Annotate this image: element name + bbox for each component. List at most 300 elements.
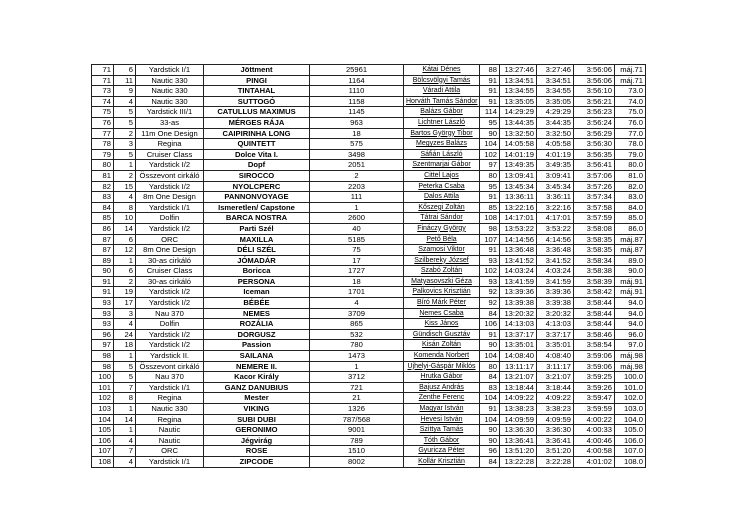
corrected-time-cell: 4:01:02	[574, 456, 615, 467]
points-cell: 85.0	[615, 213, 646, 224]
yardstick-cell: 104	[480, 393, 500, 404]
table-row	[92, 266, 646, 277]
class-rank-cell: 5	[114, 361, 136, 372]
overall-rank-cell: 87	[92, 245, 114, 256]
overall-rank-cell: 107	[92, 446, 114, 457]
boat-name-cell: PANNONVOYAGE	[204, 192, 310, 203]
sail-number-cell: 1326	[310, 404, 404, 415]
points-cell: 89.0	[615, 255, 646, 266]
elapsed-time-cell: 3:37:17	[537, 329, 574, 340]
points-cell: 84.0	[615, 202, 646, 213]
finish-time-cell: 14:09:22	[500, 393, 537, 404]
yardstick-cell: 98	[480, 223, 500, 234]
elapsed-time-cell: 4:13:03	[537, 319, 574, 330]
sail-number-cell: 2	[310, 170, 404, 181]
table-row	[92, 75, 646, 86]
skipper-cell: Komenda Norbert	[404, 351, 480, 362]
skipper-cell: Ujhelyi-Gáspár Miklós	[404, 361, 480, 372]
finish-time-cell: 13:35:05	[500, 96, 537, 107]
category-cell: Nautic	[136, 435, 204, 446]
skipper-cell: Balázs Gábor	[404, 107, 480, 118]
corrected-time-cell: 3:56:41	[574, 160, 615, 171]
corrected-time-cell: 3:58:38	[574, 266, 615, 277]
skipper-cell: Szamosi Viktor	[404, 245, 480, 256]
category-cell: Nautic 330	[136, 86, 204, 97]
yardstick-cell: 84	[480, 308, 500, 319]
boat-name-cell: NEMERE II.	[204, 361, 310, 372]
overall-rank-cell: 103	[92, 404, 114, 415]
boat-name-cell: DÉLI SZÉL	[204, 245, 310, 256]
corrected-time-cell: 3:56:24	[574, 117, 615, 128]
finish-time-cell: 14:09:59	[500, 414, 537, 425]
skipper-cell: Pető Béla	[404, 234, 480, 245]
elapsed-time-cell: 3:34:55	[537, 86, 574, 97]
overall-rank-cell: 80	[92, 160, 114, 171]
yardstick-cell: 91	[480, 245, 500, 256]
finish-time-cell: 13:34:51	[500, 75, 537, 86]
table-row	[92, 149, 646, 160]
yardstick-cell: 84	[480, 456, 500, 467]
corrected-time-cell: 3:59:25	[574, 372, 615, 383]
corrected-time-cell: 3:59:59	[574, 404, 615, 415]
corrected-time-cell: 3:58:35	[574, 245, 615, 256]
corrected-time-cell: 3:56:30	[574, 139, 615, 150]
overall-rank-cell: 87	[92, 234, 114, 245]
finish-time-cell: 13:49:35	[500, 160, 537, 171]
boat-name-cell: Dolce Vita I.	[204, 149, 310, 160]
finish-time-cell: 13:36:30	[500, 425, 537, 436]
overall-rank-cell: 85	[92, 213, 114, 224]
category-cell: Yardstick I/2	[136, 223, 204, 234]
elapsed-time-cell: 3:36:41	[537, 435, 574, 446]
category-cell: Regina	[136, 139, 204, 150]
skipper-cell: Lichtner László	[404, 117, 480, 128]
table-row	[92, 181, 646, 192]
sail-number-cell: 1164	[310, 75, 404, 86]
points-cell: 81.0	[615, 170, 646, 181]
table-row	[92, 340, 646, 351]
boat-name-cell: SUTTOGÓ	[204, 96, 310, 107]
table-row	[92, 128, 646, 139]
overall-rank-cell: 104	[92, 414, 114, 425]
corrected-time-cell: 3:58:44	[574, 298, 615, 309]
table-row	[92, 234, 646, 245]
corrected-time-cell: 3:57:26	[574, 181, 615, 192]
skipper-cell: Tóth Gábor	[404, 435, 480, 446]
table-row	[92, 319, 646, 330]
corrected-time-cell: 3:58:08	[574, 223, 615, 234]
category-cell: Nautic 330	[136, 404, 204, 415]
skipper-cell: Nemes Csaba	[404, 308, 480, 319]
boat-name-cell: GERONIMO	[204, 425, 310, 436]
boat-name-cell: QUINTETT	[204, 139, 310, 150]
points-cell: 74.0	[615, 96, 646, 107]
class-rank-cell: 3	[114, 139, 136, 150]
elapsed-time-cell: 4:05:58	[537, 139, 574, 150]
skipper-cell: Peterka Csaba	[404, 181, 480, 192]
finish-time-cell: 14:13:03	[500, 319, 537, 330]
sail-number-cell: 865	[310, 319, 404, 330]
boat-name-cell: Ismeretlen/ Capstone	[204, 202, 310, 213]
points-cell: 102.0	[615, 393, 646, 404]
skipper-cell: Cittel Lajos	[404, 170, 480, 181]
class-rank-cell: 1	[114, 351, 136, 362]
sail-number-cell: 75	[310, 245, 404, 256]
finish-time-cell: 13:45:34	[500, 181, 537, 192]
overall-rank-cell: 102	[92, 393, 114, 404]
category-cell: Yardstick I/2	[136, 160, 204, 171]
points-cell: 86.0	[615, 223, 646, 234]
boat-name-cell: MÉRGES RÁJA	[204, 117, 310, 128]
skipper-cell: Dalos Attila	[404, 192, 480, 203]
finish-time-cell: 13:21:07	[500, 372, 537, 383]
yardstick-cell: 91	[480, 75, 500, 86]
points-cell: máj.71	[615, 75, 646, 86]
finish-time-cell: 13:34:55	[500, 86, 537, 97]
skipper-cell: Bíró Márk Péter	[404, 298, 480, 309]
yardstick-cell: 114	[480, 107, 500, 118]
points-cell: máj.98	[615, 361, 646, 372]
category-cell: 33-as	[136, 117, 204, 128]
yardstick-cell: 83	[480, 382, 500, 393]
category-cell: Cruiser Class	[136, 149, 204, 160]
sail-number-cell: 1510	[310, 446, 404, 457]
overall-rank-cell: 106	[92, 435, 114, 446]
elapsed-time-cell: 3:35:05	[537, 96, 574, 107]
sail-number-cell: 1727	[310, 266, 404, 277]
table-row	[92, 202, 646, 213]
table-row	[92, 372, 646, 383]
elapsed-time-cell: 3:22:28	[537, 456, 574, 467]
sail-number-cell: 18	[310, 276, 404, 287]
sail-number-cell: 1701	[310, 287, 404, 298]
category-cell: Yardstick II.	[136, 351, 204, 362]
skipper-cell: Bartos György Tibor	[404, 128, 480, 139]
finish-time-cell: 13:09:41	[500, 170, 537, 181]
sail-number-cell: 8002	[310, 456, 404, 467]
yardstick-cell: 104	[480, 351, 500, 362]
table-row	[92, 255, 646, 266]
finish-time-cell: 13:36:11	[500, 192, 537, 203]
yardstick-cell: 90	[480, 435, 500, 446]
yardstick-cell: 93	[480, 255, 500, 266]
corrected-time-cell: 3:57:06	[574, 170, 615, 181]
elapsed-time-cell: 3:39:36	[537, 287, 574, 298]
class-rank-cell: 11	[114, 75, 136, 86]
corrected-time-cell: 3:59:47	[574, 393, 615, 404]
overall-rank-cell: 90	[92, 266, 114, 277]
boat-name-cell: PERSONA	[204, 276, 310, 287]
yardstick-cell: 88	[480, 65, 500, 76]
corrected-time-cell: 3:59:06	[574, 351, 615, 362]
points-cell: máj.71	[615, 65, 646, 76]
boat-name-cell: PINGI	[204, 75, 310, 86]
overall-rank-cell: 91	[92, 276, 114, 287]
yardstick-cell: 92	[480, 298, 500, 309]
points-cell: 94.0	[615, 319, 646, 330]
corrected-time-cell: 3:57:58	[574, 202, 615, 213]
elapsed-time-cell: 4:09:22	[537, 393, 574, 404]
boat-name-cell: Passion	[204, 340, 310, 351]
table-row	[92, 414, 646, 425]
category-cell: Nautic 330	[136, 96, 204, 107]
yardstick-cell: 91	[480, 404, 500, 415]
sail-number-cell: 3712	[310, 372, 404, 383]
boat-name-cell: Parti Szél	[204, 223, 310, 234]
elapsed-time-cell: 3:21:07	[537, 372, 574, 383]
yardstick-cell: 91	[480, 96, 500, 107]
category-cell: Nautic	[136, 425, 204, 436]
corrected-time-cell: 3:56:06	[574, 75, 615, 86]
points-cell: máj.91	[615, 287, 646, 298]
points-cell: 73.0	[615, 86, 646, 97]
yardstick-cell: 90	[480, 425, 500, 436]
yardstick-cell: 93	[480, 276, 500, 287]
finish-time-cell: 14:05:58	[500, 139, 537, 150]
category-cell: 8m One Design	[136, 192, 204, 203]
yardstick-cell: 90	[480, 128, 500, 139]
overall-rank-cell: 93	[92, 319, 114, 330]
boat-name-cell: NYOLCPERC	[204, 181, 310, 192]
elapsed-time-cell: 3:39:38	[537, 298, 574, 309]
elapsed-time-cell: 3:11:17	[537, 361, 574, 372]
elapsed-time-cell: 3:32:50	[537, 128, 574, 139]
sail-number-cell: 18	[310, 128, 404, 139]
skipper-cell: Sáfián László	[404, 149, 480, 160]
finish-time-cell: 13:41:52	[500, 255, 537, 266]
elapsed-time-cell: 4:14:56	[537, 234, 574, 245]
yardstick-cell: 106	[480, 319, 500, 330]
class-rank-cell: 2	[114, 276, 136, 287]
elapsed-time-cell: 3:49:35	[537, 160, 574, 171]
elapsed-time-cell: 3:41:52	[537, 255, 574, 266]
class-rank-cell: 18	[114, 340, 136, 351]
boat-name-cell: VIKING	[204, 404, 310, 415]
yardstick-cell: 84	[480, 372, 500, 383]
yardstick-cell: 85	[480, 202, 500, 213]
sail-number-cell: 1	[310, 202, 404, 213]
elapsed-time-cell: 3:36:11	[537, 192, 574, 203]
yardstick-cell: 102	[480, 149, 500, 160]
boat-name-cell: Dopf	[204, 160, 310, 171]
overall-rank-cell: 76	[92, 117, 114, 128]
category-cell: Összevont cirkáló	[136, 170, 204, 181]
finish-time-cell: 13:51:20	[500, 446, 537, 457]
elapsed-time-cell: 3:41:59	[537, 276, 574, 287]
yardstick-cell: 102	[480, 266, 500, 277]
points-cell: 96.0	[615, 329, 646, 340]
category-cell: Dolfin	[136, 213, 204, 224]
boat-name-cell: SIROCCO	[204, 170, 310, 181]
elapsed-time-cell: 3:44:35	[537, 117, 574, 128]
class-rank-cell: 7	[114, 446, 136, 457]
sail-number-cell: 40	[310, 223, 404, 234]
table-row	[92, 96, 646, 107]
finish-time-cell: 13:38:23	[500, 404, 537, 415]
elapsed-time-cell: 3:45:34	[537, 181, 574, 192]
elapsed-time-cell: 4:03:24	[537, 266, 574, 277]
overall-rank-cell: 86	[92, 223, 114, 234]
overall-rank-cell: 105	[92, 425, 114, 436]
finish-time-cell: 13:18:44	[500, 382, 537, 393]
table-row	[92, 117, 646, 128]
finish-time-cell: 13:36:41	[500, 435, 537, 446]
yardstick-cell: 95	[480, 181, 500, 192]
sail-number-cell: 1	[310, 361, 404, 372]
points-cell: 107.0	[615, 446, 646, 457]
overall-rank-cell: 96	[92, 329, 114, 340]
category-cell: Nau 370	[136, 372, 204, 383]
skipper-cell: Kisán Zoltán	[404, 340, 480, 351]
boat-name-cell: JÓMADÁR	[204, 255, 310, 266]
class-rank-cell: 12	[114, 245, 136, 256]
class-rank-cell: 1	[114, 160, 136, 171]
table-row	[92, 213, 646, 224]
points-cell: 101.0	[615, 382, 646, 393]
skipper-cell: Kőszegi Zoltán	[404, 202, 480, 213]
class-rank-cell: 4	[114, 192, 136, 203]
corrected-time-cell: 3:57:34	[574, 192, 615, 203]
table-row	[92, 287, 646, 298]
points-cell: 105.0	[615, 425, 646, 436]
table-row	[92, 170, 646, 181]
elapsed-time-cell: 3:18:44	[537, 382, 574, 393]
boat-name-cell: ROSE	[204, 446, 310, 457]
finish-time-cell: 13:35:01	[500, 340, 537, 351]
elapsed-time-cell: 4:01:19	[537, 149, 574, 160]
table-row	[92, 456, 646, 467]
boat-name-cell: ZIPCODE	[204, 456, 310, 467]
category-cell: Yardstick I/2	[136, 287, 204, 298]
points-cell: 75.0	[615, 107, 646, 118]
points-cell: máj.98	[615, 351, 646, 362]
finish-time-cell: 13:27:46	[500, 65, 537, 76]
corrected-time-cell: 4:00:22	[574, 414, 615, 425]
boat-name-cell: Jöttment	[204, 65, 310, 76]
points-cell: 90.0	[615, 266, 646, 277]
skipper-cell: Gündisch Gusztáv	[404, 329, 480, 340]
category-cell: Yardstick I/1	[136, 456, 204, 467]
class-rank-cell: 4	[114, 319, 136, 330]
finish-time-cell: 14:29:29	[500, 107, 537, 118]
skipper-cell: Tátrai Sándor	[404, 213, 480, 224]
boat-name-cell: Mester	[204, 393, 310, 404]
skipper-cell: Magyar István	[404, 404, 480, 415]
sail-number-cell: 1145	[310, 107, 404, 118]
category-cell: Yardstick I/2	[136, 340, 204, 351]
corrected-time-cell: 4:00:58	[574, 446, 615, 457]
category-cell: Nautic 330	[136, 75, 204, 86]
elapsed-time-cell: 3:35:01	[537, 340, 574, 351]
table-row	[92, 446, 646, 457]
sail-number-cell: 3709	[310, 308, 404, 319]
class-rank-cell: 17	[114, 298, 136, 309]
corrected-time-cell: 3:58:39	[574, 276, 615, 287]
skipper-cell: Horváth Tamás Sándor	[404, 96, 480, 107]
corrected-time-cell: 3:58:44	[574, 308, 615, 319]
boat-name-cell: BÉBÉE	[204, 298, 310, 309]
overall-rank-cell: 83	[92, 192, 114, 203]
yardstick-cell: 91	[480, 329, 500, 340]
overall-rank-cell: 108	[92, 456, 114, 467]
category-cell: Yardstick I/1	[136, 382, 204, 393]
sail-number-cell: 5185	[310, 234, 404, 245]
class-rank-cell: 6	[114, 234, 136, 245]
category-cell: ORC	[136, 446, 204, 457]
points-cell: máj.87	[615, 234, 646, 245]
boat-name-cell: DORGUSZ	[204, 329, 310, 340]
class-rank-cell: 19	[114, 287, 136, 298]
class-rank-cell: 5	[114, 372, 136, 383]
table-row	[92, 329, 646, 340]
yardstick-cell: 91	[480, 86, 500, 97]
boat-name-cell: SAILANA	[204, 351, 310, 362]
yardstick-cell: 108	[480, 213, 500, 224]
points-cell: 83.0	[615, 192, 646, 203]
table-row	[92, 107, 646, 118]
class-rank-cell: 4	[114, 456, 136, 467]
category-cell: Összevont cirkáló	[136, 361, 204, 372]
yardstick-cell: 91	[480, 192, 500, 203]
points-cell: 103.0	[615, 404, 646, 415]
boat-name-cell: CAIPIRINHA LONG	[204, 128, 310, 139]
table-row	[92, 192, 646, 203]
overall-rank-cell: 74	[92, 96, 114, 107]
elapsed-time-cell: 3:34:51	[537, 75, 574, 86]
elapsed-time-cell: 3:22:16	[537, 202, 574, 213]
table-row	[92, 139, 646, 150]
overall-rank-cell: 97	[92, 340, 114, 351]
elapsed-time-cell: 3:36:48	[537, 245, 574, 256]
sail-number-cell: 111	[310, 192, 404, 203]
class-rank-cell: 9	[114, 86, 136, 97]
table-row	[92, 382, 646, 393]
table-row	[92, 245, 646, 256]
corrected-time-cell: 4:00:33	[574, 425, 615, 436]
class-rank-cell: 2	[114, 170, 136, 181]
table-row	[92, 86, 646, 97]
boat-name-cell: SUBI DUBI	[204, 414, 310, 425]
points-cell: 80.0	[615, 160, 646, 171]
finish-time-cell: 13:36:48	[500, 245, 537, 256]
skipper-cell: Szilbereky József	[404, 255, 480, 266]
corrected-time-cell: 3:56:23	[574, 107, 615, 118]
category-cell: Nau 370	[136, 308, 204, 319]
corrected-time-cell: 3:56:10	[574, 86, 615, 97]
class-rank-cell: 5	[114, 107, 136, 118]
corrected-time-cell: 3:58:34	[574, 255, 615, 266]
class-rank-cell: 1	[114, 255, 136, 266]
overall-rank-cell: 79	[92, 149, 114, 160]
elapsed-time-cell: 3:38:23	[537, 404, 574, 415]
sail-number-cell: 963	[310, 117, 404, 128]
corrected-time-cell: 3:58:35	[574, 234, 615, 245]
elapsed-time-cell: 4:09:59	[537, 414, 574, 425]
points-cell: 100.0	[615, 372, 646, 383]
class-rank-cell: 6	[114, 266, 136, 277]
boat-name-cell: Kacor Király	[204, 372, 310, 383]
elapsed-time-cell: 3:09:41	[537, 170, 574, 181]
points-cell: 97.0	[615, 340, 646, 351]
class-rank-cell: 5	[114, 149, 136, 160]
sail-number-cell: 2051	[310, 160, 404, 171]
yardstick-cell: 95	[480, 117, 500, 128]
sail-number-cell: 9001	[310, 425, 404, 436]
category-cell: Dolfin	[136, 319, 204, 330]
class-rank-cell: 1	[114, 404, 136, 415]
class-rank-cell: 10	[114, 213, 136, 224]
sail-number-cell: 3498	[310, 149, 404, 160]
